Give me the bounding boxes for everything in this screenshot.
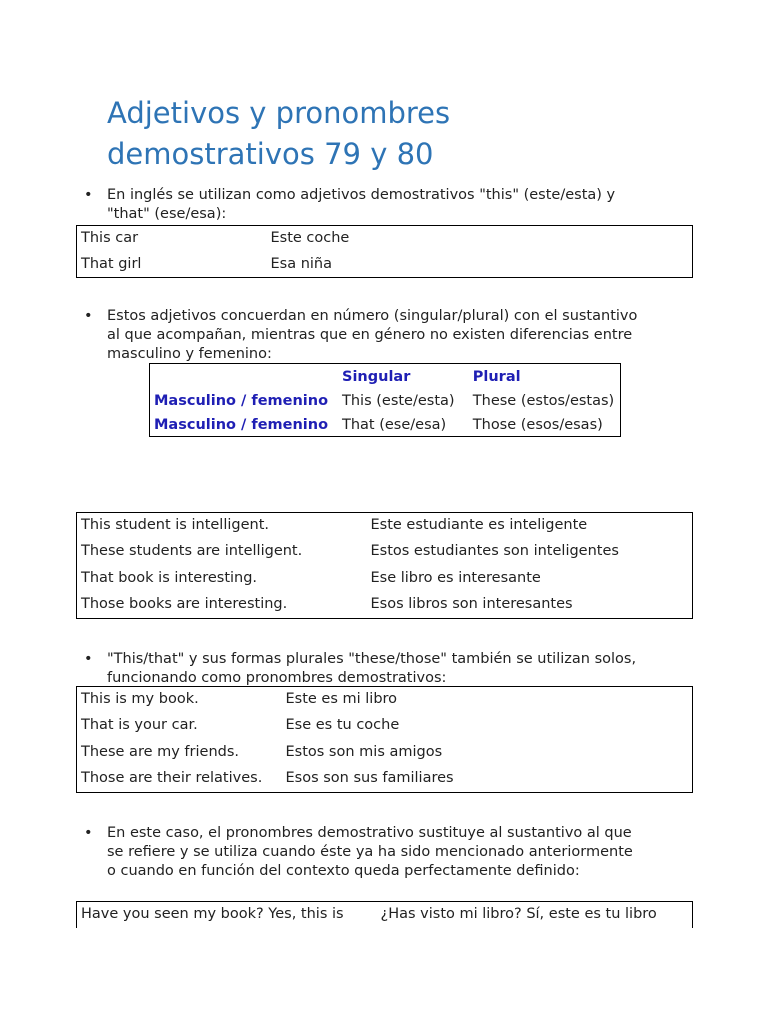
example-table-this-that bbox=[76, 225, 693, 278]
page-title bbox=[107, 93, 667, 175]
context-example-table bbox=[76, 901, 693, 928]
table-cell: Ese libro es interesante bbox=[370, 569, 541, 586]
table-row bbox=[77, 539, 693, 566]
pronouns-example-table bbox=[76, 686, 693, 793]
table-cell: These students are intelligent. bbox=[81, 543, 303, 559]
bullet-icon: • bbox=[84, 187, 93, 203]
table-row bbox=[77, 687, 693, 714]
bullet-paragraph-2 bbox=[84, 307, 644, 364]
example-sentences-table bbox=[76, 512, 693, 619]
table-row bbox=[150, 412, 621, 437]
table-row bbox=[150, 388, 621, 412]
table-cell: Este coche bbox=[270, 230, 350, 246]
table-row bbox=[77, 226, 693, 252]
table-row bbox=[77, 740, 693, 767]
table-row bbox=[77, 902, 693, 928]
table-cell: This student is intelligent. bbox=[81, 517, 269, 533]
table-header-cell bbox=[150, 364, 339, 389]
table-cell: ¿Has visto mi libro? Sí, este es tu libro bbox=[380, 906, 657, 922]
table-cell: This (este/esta) bbox=[342, 393, 455, 409]
table-cell: Este estudiante es inteligente bbox=[370, 517, 588, 533]
table-cell: These are my friends. bbox=[81, 743, 239, 760]
table-row bbox=[77, 513, 693, 540]
table-header-cell: Plural bbox=[472, 369, 521, 385]
table-cell: That (ese/esa) bbox=[342, 417, 447, 433]
bullet-paragraph-4 bbox=[84, 824, 644, 881]
table-row bbox=[77, 713, 693, 740]
bullet-text-2: Estos adjetivos concuerdan en número (singular/plural) con el sustantivo al que acompañan, mientras que en género no existen diferencias entre masculino y femenino: bbox=[107, 308, 638, 362]
bullet-icon: • bbox=[84, 825, 93, 841]
table-cell: Esos libros son interesantes bbox=[370, 596, 573, 612]
row-header-cell: Masculino / femenino bbox=[154, 393, 329, 409]
demonstratives-grid-table bbox=[149, 363, 621, 437]
table-cell: Esos son sus familiares bbox=[285, 770, 454, 786]
table-header-cell: Singular bbox=[342, 369, 411, 385]
table-cell: This is my book. bbox=[81, 691, 199, 707]
table-header-row bbox=[150, 364, 621, 389]
table-cell: Those books are interesting. bbox=[81, 596, 288, 612]
table-row bbox=[77, 592, 693, 619]
title-line-2: demostrativos 79 y 80 bbox=[107, 137, 434, 171]
table-cell: That book is interesting. bbox=[81, 569, 258, 586]
bullet-text-3: "This/that" y sus formas plurales "these/those" también se utilizan solos, funcionando como pronombres demostrativos: bbox=[107, 651, 637, 686]
table-cell: These (estos/estas) bbox=[472, 393, 615, 409]
bullet-paragraph-3 bbox=[84, 650, 644, 688]
row-header-cell: Masculino / femenino bbox=[154, 417, 329, 433]
table-cell: This car bbox=[81, 230, 139, 246]
table-cell: Those (esos/esas) bbox=[472, 417, 603, 433]
table-cell: Those are their relatives. bbox=[81, 770, 263, 786]
title-line-1: Adjetivos y pronombres bbox=[107, 96, 451, 130]
table-cell: Estos son mis amigos bbox=[285, 743, 443, 760]
table-cell: Esa niña bbox=[270, 255, 333, 272]
bullet-icon: • bbox=[84, 651, 93, 667]
table-cell: That girl bbox=[81, 255, 142, 272]
table-cell: That is your car. bbox=[81, 717, 198, 733]
table-cell: Este es mi libro bbox=[285, 691, 398, 707]
table-row bbox=[77, 766, 693, 793]
table-cell: Estos estudiantes son inteligentes bbox=[370, 543, 619, 559]
bullet-paragraph-1 bbox=[84, 186, 644, 224]
bullet-text-1: En inglés se utilizan como adjetivos demostrativos "this" (este/esta) y "that" (ese/esa): bbox=[107, 187, 616, 222]
table-row bbox=[77, 252, 693, 278]
bullet-icon: • bbox=[84, 308, 93, 324]
table-cell: Have you seen my book? Yes, this is bbox=[81, 906, 344, 922]
bullet-text-4: En este caso, el pronombres demostrativo sustituye al sustantivo al que se refiere y se utiliza cuando éste ya ha sido mencionado anteriormente o cuando en función del contexto queda perfectamente definido: bbox=[107, 825, 633, 879]
table-row bbox=[77, 566, 693, 593]
table-cell: Ese es tu coche bbox=[285, 717, 400, 733]
